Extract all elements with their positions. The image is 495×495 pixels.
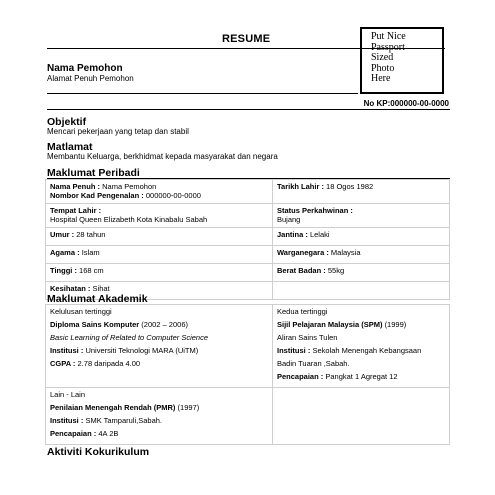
matlamat-heading: Matlamat bbox=[47, 141, 93, 153]
cell-tarikh-lahir: Tarikh Lahir : 18 Ogos 1982 bbox=[273, 180, 450, 204]
cell-berat: Berat Badan : 55kg bbox=[273, 264, 450, 282]
peribadi-heading: Maklumat Peribadi bbox=[47, 167, 140, 179]
cell-tinggi: Tinggi : 168 cm bbox=[46, 264, 273, 282]
akademik-heading: Maklumat Akademik bbox=[47, 293, 148, 305]
cell-empty-2 bbox=[273, 388, 450, 445]
cell-lain-lain: Lain - Lain Penilaian Menengah Rendah (PMR) (1997) Institusi : SMK Tamparuli,Sabah. Pencapaian : 4A 2B bbox=[46, 388, 273, 445]
cell-warganegara: Warganegara : Malaysia bbox=[273, 246, 450, 264]
applicant-address: Alamat Penuh Pemohon bbox=[47, 74, 134, 83]
objektif-heading: Objektif bbox=[47, 116, 87, 128]
academic-table bbox=[45, 304, 450, 445]
cell-tempat-lahir: Tempat Lahir : Hospital Queen Elizabeth Kota Kinabalu Sabah bbox=[46, 204, 273, 228]
cell-jantina: Jantina : Lelaki bbox=[273, 228, 450, 246]
matlamat-text: Membantu Keluarga, berkhidmat kepada masyarakat dan negara bbox=[47, 152, 278, 161]
resume-title: RESUME bbox=[222, 33, 271, 45]
personal-info-table bbox=[45, 179, 450, 300]
cell-kedua-tertinggi: Kedua tertinggi Sijil Pelajaran Malaysia (SPM) (1999) Aliran Sains Tulen Institusi : Sekolah Menengah Kebangsaan Badin Tuaran ,Sabah. Pencapaian : Pangkat 1 Agregat 12 bbox=[273, 305, 450, 388]
cell-empty bbox=[273, 282, 450, 300]
cell-status: Status Perkahwinan : Bujang bbox=[273, 204, 450, 228]
cell-nama: Nama Penuh : Nama Pemohon Nombor Kad Pengenalan : 000000-00-0000 bbox=[46, 180, 273, 204]
cell-kelulusan-tertinggi: Kelulusan tertinggi Diploma Sains Komputer (2002 – 2006) Basic Learning of Related to Computer Science Institusi : Universiti Teknologi MARA (UiTM) CGPA : 2.78 daripada 4.00 bbox=[46, 305, 273, 388]
kokurikulum-heading: Aktiviti Kokurikulum bbox=[47, 446, 150, 458]
photo-placeholder bbox=[360, 27, 444, 94]
photo-placeholder-text: Put Nice Passport Sized Photo Here bbox=[371, 31, 406, 84]
cell-umur: Umur : 28 tahun bbox=[46, 228, 273, 246]
name-rule bbox=[47, 93, 358, 94]
objektif-text: Mencari pekerjaan yang tetap dan stabil bbox=[47, 127, 189, 136]
cell-kesihatan: Kesihatan : Sihat bbox=[46, 282, 273, 300]
applicant-name: Nama Pemohon bbox=[47, 63, 123, 74]
cell-agama: Agama : Islam bbox=[46, 246, 273, 264]
ic-number: No KP:000000-00-0000 bbox=[363, 99, 449, 108]
kp-rule bbox=[47, 109, 450, 110]
